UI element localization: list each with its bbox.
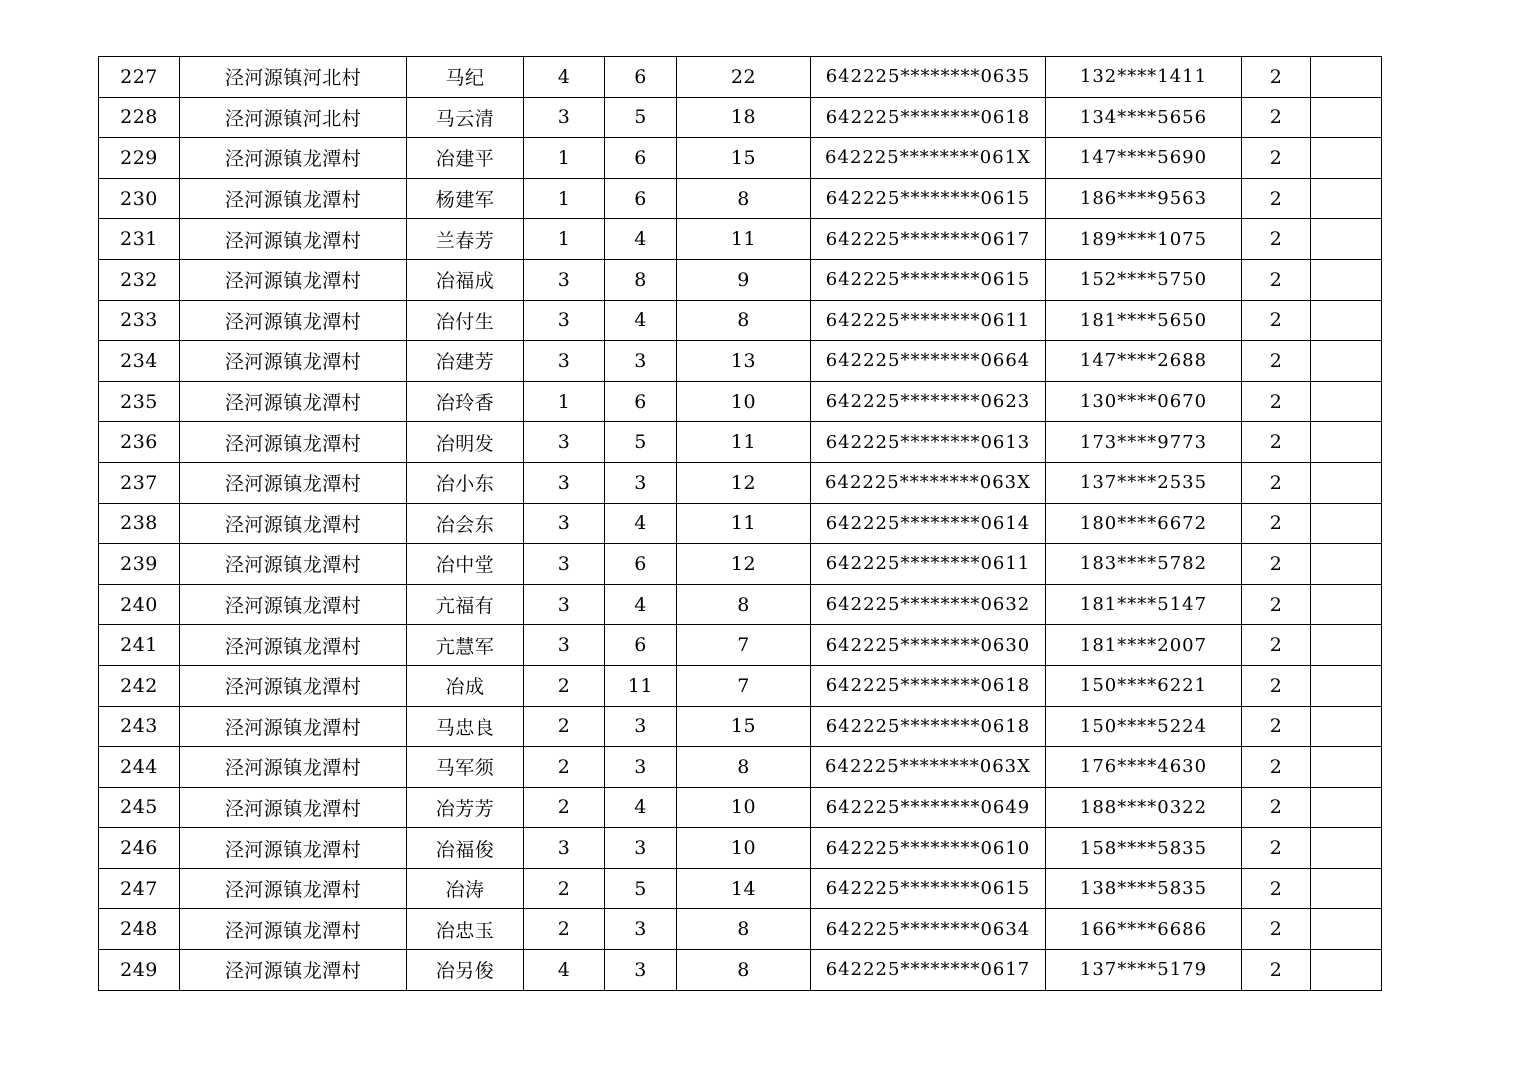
table-row [99,868,1382,909]
phone-cell: 130****0670 [1046,381,1242,422]
count-c-cell: 11 [677,422,811,463]
count-a-cell: 2 [524,909,605,950]
count-c-cell: 12 [677,544,811,585]
row-number-cell: 235 [99,381,180,422]
row-number-cell: 239 [99,544,180,585]
id-number-cell: 642225********063X [811,462,1046,503]
village-cell: 泾河源镇龙潭村 [180,503,407,544]
count-b-cell: 4 [605,503,677,544]
row-number-cell: 247 [99,868,180,909]
level-cell: 2 [1242,787,1311,828]
count-a-cell: 3 [524,97,605,138]
row-number-cell: 243 [99,706,180,747]
village-cell: 泾河源镇龙潭村 [180,422,407,463]
count-c-cell: 7 [677,625,811,666]
count-a-cell: 3 [524,341,605,382]
table-row [99,259,1382,300]
phone-cell: 186****9563 [1046,178,1242,219]
village-cell: 泾河源镇龙潭村 [180,950,407,991]
count-a-cell: 2 [524,706,605,747]
id-number-cell: 642225********0618 [811,97,1046,138]
count-c-cell: 11 [677,503,811,544]
count-a-cell: 3 [524,259,605,300]
name-cell: 冶忠玉 [407,909,524,950]
count-a-cell: 3 [524,544,605,585]
level-cell: 2 [1242,868,1311,909]
count-c-cell: 8 [677,950,811,991]
count-b-cell: 6 [605,138,677,179]
row-number-cell: 236 [99,422,180,463]
name-cell: 冶芳芳 [407,787,524,828]
phone-cell: 147****5690 [1046,138,1242,179]
count-a-cell: 3 [524,422,605,463]
id-number-cell: 642225********0611 [811,544,1046,585]
remark-cell [1311,503,1382,544]
count-b-cell: 4 [605,787,677,828]
count-b-cell: 6 [605,625,677,666]
count-c-cell: 14 [677,868,811,909]
village-cell: 泾河源镇龙潭村 [180,909,407,950]
remark-cell [1311,178,1382,219]
id-number-cell: 642225********0613 [811,422,1046,463]
name-cell: 马军须 [407,747,524,788]
count-b-cell: 5 [605,422,677,463]
row-number-cell: 234 [99,341,180,382]
village-cell: 泾河源镇龙潭村 [180,462,407,503]
remark-cell [1311,544,1382,585]
level-cell: 2 [1242,381,1311,422]
remark-cell [1311,828,1382,869]
name-cell: 冶小东 [407,462,524,503]
level-cell: 2 [1242,584,1311,625]
table-row [99,462,1382,503]
row-number-cell: 233 [99,300,180,341]
table-row [99,57,1382,98]
row-number-cell: 230 [99,178,180,219]
remark-cell [1311,422,1382,463]
phone-cell: 152****5750 [1046,259,1242,300]
remark-cell [1311,868,1382,909]
phone-cell: 150****6221 [1046,665,1242,706]
count-a-cell: 2 [524,665,605,706]
level-cell: 2 [1242,259,1311,300]
count-b-cell: 4 [605,584,677,625]
remark-cell [1311,706,1382,747]
name-cell: 冶中堂 [407,544,524,585]
village-cell: 泾河源镇龙潭村 [180,868,407,909]
count-c-cell: 18 [677,97,811,138]
table-row [99,747,1382,788]
count-b-cell: 4 [605,219,677,260]
table-row [99,828,1382,869]
level-cell: 2 [1242,300,1311,341]
count-c-cell: 9 [677,259,811,300]
count-c-cell: 13 [677,341,811,382]
name-cell: 冶会东 [407,503,524,544]
row-number-cell: 241 [99,625,180,666]
table-row [99,138,1382,179]
name-cell: 马忠良 [407,706,524,747]
table-row [99,665,1382,706]
village-cell: 泾河源镇龙潭村 [180,259,407,300]
name-cell: 冶成 [407,665,524,706]
row-number-cell: 249 [99,950,180,991]
count-a-cell: 2 [524,868,605,909]
count-c-cell: 11 [677,219,811,260]
id-number-cell: 642225********061X [811,138,1046,179]
roster-table [98,56,1382,991]
level-cell: 2 [1242,138,1311,179]
phone-cell: 134****5656 [1046,97,1242,138]
table-row [99,706,1382,747]
remark-cell [1311,787,1382,828]
name-cell: 冶付生 [407,300,524,341]
remark-cell [1311,950,1382,991]
table-row [99,97,1382,138]
remark-cell [1311,584,1382,625]
village-cell: 泾河源镇龙潭村 [180,544,407,585]
name-cell: 亢慧军 [407,625,524,666]
count-b-cell: 3 [605,950,677,991]
name-cell: 冶涛 [407,868,524,909]
row-number-cell: 248 [99,909,180,950]
remark-cell [1311,381,1382,422]
table-row [99,422,1382,463]
level-cell: 2 [1242,97,1311,138]
count-b-cell: 6 [605,544,677,585]
count-c-cell: 8 [677,909,811,950]
level-cell: 2 [1242,909,1311,950]
count-a-cell: 3 [524,462,605,503]
level-cell: 2 [1242,625,1311,666]
id-number-cell: 642225********0617 [811,950,1046,991]
count-c-cell: 8 [677,747,811,788]
phone-cell: 132****1411 [1046,57,1242,98]
village-cell: 泾河源镇河北村 [180,57,407,98]
count-a-cell: 3 [524,300,605,341]
table-row [99,219,1382,260]
level-cell: 2 [1242,422,1311,463]
village-cell: 泾河源镇龙潭村 [180,381,407,422]
count-b-cell: 5 [605,868,677,909]
row-number-cell: 246 [99,828,180,869]
level-cell: 2 [1242,57,1311,98]
remark-cell [1311,219,1382,260]
row-number-cell: 245 [99,787,180,828]
id-number-cell: 642225********0664 [811,341,1046,382]
remark-cell [1311,747,1382,788]
phone-cell: 158****5835 [1046,828,1242,869]
count-b-cell: 3 [605,828,677,869]
id-number-cell: 642225********0615 [811,259,1046,300]
village-cell: 泾河源镇龙潭村 [180,747,407,788]
row-number-cell: 244 [99,747,180,788]
village-cell: 泾河源镇龙潭村 [180,787,407,828]
count-b-cell: 3 [605,462,677,503]
level-cell: 2 [1242,747,1311,788]
count-b-cell: 8 [605,259,677,300]
phone-cell: 189****1075 [1046,219,1242,260]
phone-cell: 173****9773 [1046,422,1242,463]
row-number-cell: 232 [99,259,180,300]
phone-cell: 181****5147 [1046,584,1242,625]
remark-cell [1311,97,1382,138]
table-row [99,178,1382,219]
phone-cell: 181****2007 [1046,625,1242,666]
table-row [99,909,1382,950]
count-b-cell: 3 [605,747,677,788]
count-c-cell: 22 [677,57,811,98]
count-b-cell: 3 [605,341,677,382]
name-cell: 冶另俊 [407,950,524,991]
name-cell: 冶福俊 [407,828,524,869]
id-number-cell: 642225********0634 [811,909,1046,950]
row-number-cell: 238 [99,503,180,544]
count-c-cell: 8 [677,584,811,625]
id-number-cell: 642225********0615 [811,868,1046,909]
name-cell: 马云清 [407,97,524,138]
count-b-cell: 3 [605,909,677,950]
name-cell: 杨建军 [407,178,524,219]
remark-cell [1311,259,1382,300]
village-cell: 泾河源镇龙潭村 [180,341,407,382]
count-b-cell: 5 [605,97,677,138]
count-b-cell: 6 [605,381,677,422]
id-number-cell: 642225********0635 [811,57,1046,98]
row-number-cell: 242 [99,665,180,706]
table-row [99,584,1382,625]
id-number-cell: 642225********0615 [811,178,1046,219]
row-number-cell: 229 [99,138,180,179]
count-a-cell: 3 [524,503,605,544]
count-a-cell: 1 [524,138,605,179]
remark-cell [1311,462,1382,503]
remark-cell [1311,57,1382,98]
phone-cell: 180****6672 [1046,503,1242,544]
id-number-cell: 642225********0617 [811,219,1046,260]
level-cell: 2 [1242,544,1311,585]
village-cell: 泾河源镇龙潭村 [180,138,407,179]
count-a-cell: 4 [524,57,605,98]
phone-cell: 181****5650 [1046,300,1242,341]
village-cell: 泾河源镇龙潭村 [180,584,407,625]
village-cell: 泾河源镇龙潭村 [180,300,407,341]
count-b-cell: 6 [605,57,677,98]
level-cell: 2 [1242,950,1311,991]
count-c-cell: 10 [677,828,811,869]
count-c-cell: 10 [677,787,811,828]
name-cell: 冶建芳 [407,341,524,382]
name-cell: 亢福有 [407,584,524,625]
table-row [99,625,1382,666]
count-c-cell: 10 [677,381,811,422]
id-number-cell: 642225********0618 [811,706,1046,747]
name-cell: 冶福成 [407,259,524,300]
count-a-cell: 1 [524,178,605,219]
table-row [99,503,1382,544]
level-cell: 2 [1242,503,1311,544]
level-cell: 2 [1242,828,1311,869]
phone-cell: 138****5835 [1046,868,1242,909]
phone-cell: 188****0322 [1046,787,1242,828]
count-a-cell: 2 [524,747,605,788]
id-number-cell: 642225********0632 [811,584,1046,625]
village-cell: 泾河源镇龙潭村 [180,219,407,260]
name-cell: 冶玲香 [407,381,524,422]
level-cell: 2 [1242,341,1311,382]
count-c-cell: 15 [677,706,811,747]
name-cell: 冶明发 [407,422,524,463]
id-number-cell: 642225********0630 [811,625,1046,666]
phone-cell: 137****5179 [1046,950,1242,991]
count-b-cell: 4 [605,300,677,341]
id-number-cell: 642225********0649 [811,787,1046,828]
phone-cell: 176****4630 [1046,747,1242,788]
count-c-cell: 8 [677,300,811,341]
phone-cell: 166****6686 [1046,909,1242,950]
id-number-cell: 642225********0614 [811,503,1046,544]
count-a-cell: 3 [524,584,605,625]
level-cell: 2 [1242,178,1311,219]
count-c-cell: 15 [677,138,811,179]
village-cell: 泾河源镇河北村 [180,97,407,138]
table-row [99,950,1382,991]
row-number-cell: 240 [99,584,180,625]
row-number-cell: 237 [99,462,180,503]
row-number-cell: 231 [99,219,180,260]
count-c-cell: 8 [677,178,811,219]
table-row [99,787,1382,828]
count-b-cell: 3 [605,706,677,747]
count-b-cell: 11 [605,665,677,706]
village-cell: 泾河源镇龙潭村 [180,178,407,219]
level-cell: 2 [1242,665,1311,706]
village-cell: 泾河源镇龙潭村 [180,706,407,747]
id-number-cell: 642225********063X [811,747,1046,788]
phone-cell: 183****5782 [1046,544,1242,585]
roster-table-body [99,57,1382,991]
id-number-cell: 642225********0610 [811,828,1046,869]
level-cell: 2 [1242,462,1311,503]
count-b-cell: 6 [605,178,677,219]
phone-cell: 137****2535 [1046,462,1242,503]
remark-cell [1311,665,1382,706]
remark-cell [1311,625,1382,666]
count-c-cell: 7 [677,665,811,706]
level-cell: 2 [1242,706,1311,747]
count-a-cell: 1 [524,381,605,422]
remark-cell [1311,300,1382,341]
name-cell: 冶建平 [407,138,524,179]
count-a-cell: 1 [524,219,605,260]
remark-cell [1311,909,1382,950]
remark-cell [1311,138,1382,179]
row-number-cell: 228 [99,97,180,138]
phone-cell: 147****2688 [1046,341,1242,382]
table-row [99,341,1382,382]
table-row [99,300,1382,341]
table-row [99,381,1382,422]
name-cell: 兰春芳 [407,219,524,260]
row-number-cell: 227 [99,57,180,98]
remark-cell [1311,341,1382,382]
count-a-cell: 3 [524,625,605,666]
village-cell: 泾河源镇龙潭村 [180,828,407,869]
name-cell: 马纪 [407,57,524,98]
village-cell: 泾河源镇龙潭村 [180,625,407,666]
phone-cell: 150****5224 [1046,706,1242,747]
village-cell: 泾河源镇龙潭村 [180,665,407,706]
count-a-cell: 2 [524,787,605,828]
id-number-cell: 642225********0623 [811,381,1046,422]
level-cell: 2 [1242,219,1311,260]
count-c-cell: 12 [677,462,811,503]
count-a-cell: 4 [524,950,605,991]
id-number-cell: 642225********0618 [811,665,1046,706]
id-number-cell: 642225********0611 [811,300,1046,341]
count-a-cell: 3 [524,828,605,869]
table-row [99,544,1382,585]
